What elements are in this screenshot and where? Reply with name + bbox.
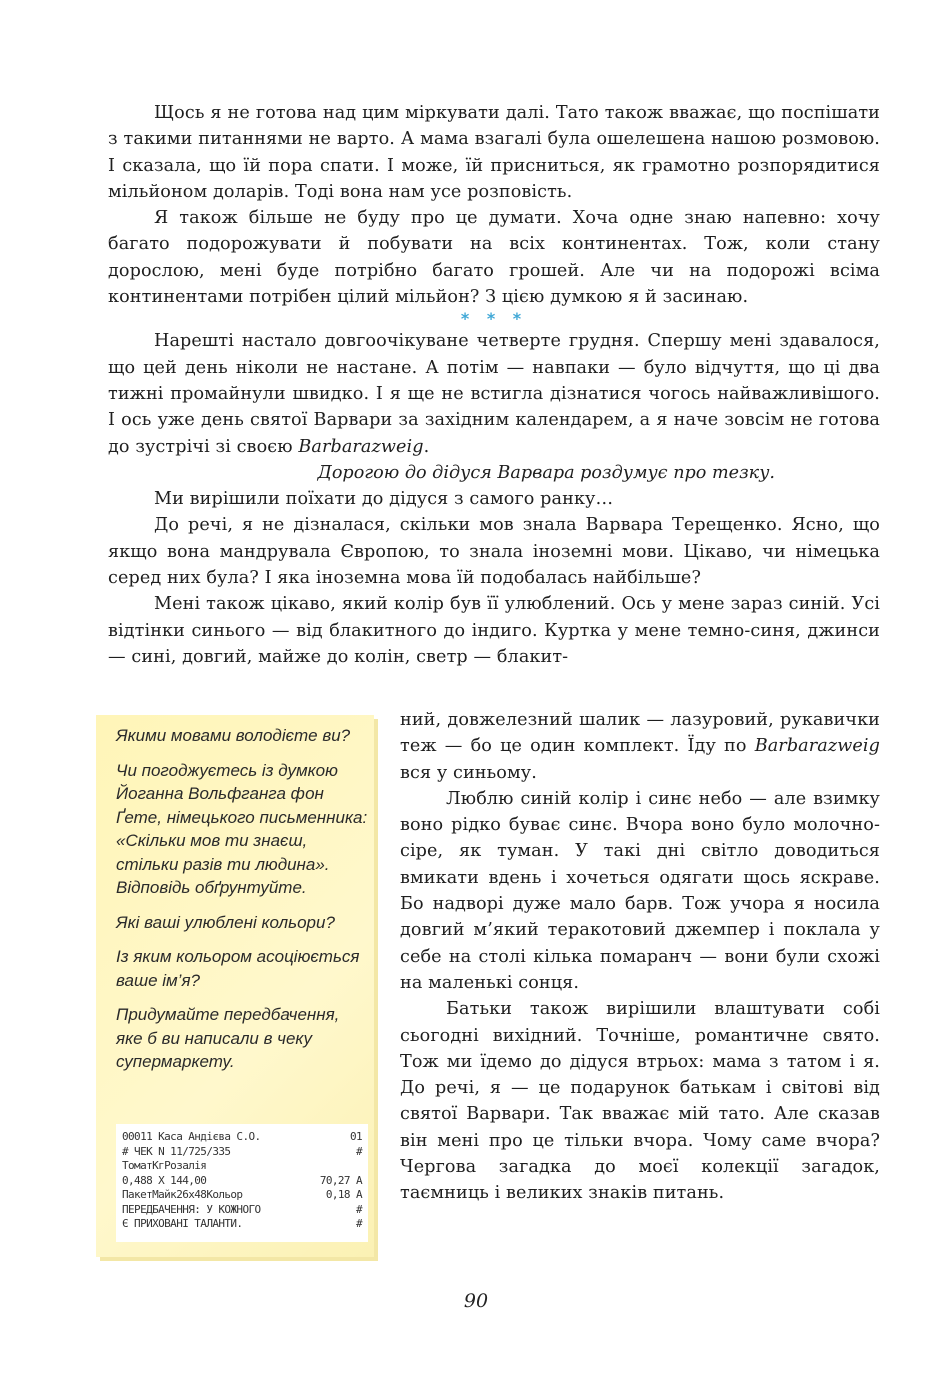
- main-text-right: [400, 707, 880, 1207]
- italic-term: Barbarazweig: [754, 736, 880, 757]
- italic-term: Barbarazweig: [298, 436, 424, 457]
- section-separator: * * *: [460, 309, 528, 329]
- receipt-image: [116, 1124, 368, 1242]
- paragraph: До речі, я не дізналася, скільки мов знала Варвара Терещенко. Ясно, що якщо вона мандрувала Європою, то знала іноземні мови. Цікаво, чи німецька серед них була? І яка іноземна мова їй подобалась найбільше?: [108, 515, 880, 589]
- receipt-line: 00011 Каса Андієва С.О. 01: [122, 1130, 362, 1143]
- questions-sidebar: [96, 715, 374, 1257]
- paragraph: Щось я не готова над цим міркувати далі. Тато також вважає, що поспішати з такими питаннями не варто. А мама взагалі була ошелешена нашою розмовою. І сказала, що їй пора спати. І може, їй присниться, як грамотно розпорядитися мільйоном доларів. Тоді вона нам усе розповість.: [108, 103, 880, 202]
- receipt-line: 0,488 X 144,00 70,27 А: [122, 1173, 362, 1187]
- receipt-line: ПЕРЕДБАЧЕННЯ: У КОЖНОГО #: [122, 1202, 362, 1216]
- paragraph: Батьки також вирішили влаштувати собі сьогодні вихідний. Точніше, романтичне свято. Тож ми їдемо до дідуся втрьох: мама з татом і я. До речі, я — це подарунок батькам і світові від святої Варвари. Так вважає мій тато. Але сказав він мені про це тільки вчора. Чому саме вчора? Чергова загадка до моєї колекції загадок, таємниць і великих знаків питань.: [400, 999, 880, 1204]
- sidebar-question: Які ваші улюблені кольори?: [116, 912, 335, 932]
- receipt-line: ТоматКгРозалія: [122, 1159, 207, 1172]
- paragraph: Мені також цікаво, який колір був її улюблений. Ось у мене зараз синій. Усі відтінки синього — від блакитного до індиго. Куртка у мене темно-синя, джинси — сині, довгий, майже до колін, светр — блакит-: [108, 594, 880, 667]
- sidebar-question: Чи погоджуєтесь із думкою Йоганна Вольфганга фон Ґете, німецького письменника: «Скільки мов ти знаєш, стільки разів ти людина». Відповідь обґрунтуйте.: [116, 760, 368, 897]
- main-text-top: [108, 100, 880, 670]
- paragraph: Я також більше не буду про це думати. Хоча одне знаю напевно: хочу багато подорожувати й побувати на всіх континентах. Тож, коли стану дорослою, мені буде потрібно багато грошей. Але чи на подорожі всіма континентами потрібен цілий мільйон? З цією думкою я й засинаю.: [108, 208, 880, 308]
- sidebar-question: Придумайте передбачення, яке б ви написали в чеку супермаркету.: [116, 1005, 340, 1071]
- sidebar-question: Із яким кольором асоціюється ваше ім’я?: [116, 947, 360, 990]
- page-number: 90: [463, 1290, 489, 1312]
- sidebar-question: Якими мовами володієте ви?: [116, 726, 351, 745]
- paragraph: Ми вирішили поїхати до дідуся з самого ранку…: [154, 489, 614, 510]
- epigraph: Дорогою до дідуся Варвара роздумує про тезку.: [317, 462, 775, 483]
- paragraph: Люблю синій колір і синє небо — але взимку воно рідко буває синє. Вчора воно було молочно-сіре, як туман. У такі дні світло доводиться вмикати вдень і хочеться одягати щось яскраве. Бо надворі дуже мало барв. Тож учора я носила довгий м’який теракотовий джемпер і поклала у себе на столі кілька помаранч — вони були схожі на маленькі сонця.: [400, 788, 880, 993]
- receipt-line: # ЧЕК N 11/725/335 #: [122, 1144, 362, 1158]
- paragraph: ний, довжелезний шалик — лазуровий, рукавички теж — бо це один комплект. Їду по Barbarazweig вся у синьому.: [400, 710, 880, 783]
- receipt-line: Є ПРИХОВАНІ ТАЛАНТИ. #: [122, 1217, 362, 1230]
- receipt-line: ПакетМайк26х48Кольор 0,18 А: [122, 1188, 362, 1201]
- paragraph: Нарешті настало довгоочікуване четверте грудня. Спершу мені здавалося, що цей день ніколи не настане. А потім — навпаки — було відчуття, що ці два тижні промайнули швидко. І я ще не встигла дізнатися чогось найважливішого. І ось уже день святої Варвари за західним календарем, а я наче зовсім не готова до зустрічі зі своєю Barbarazweig.: [108, 331, 880, 457]
